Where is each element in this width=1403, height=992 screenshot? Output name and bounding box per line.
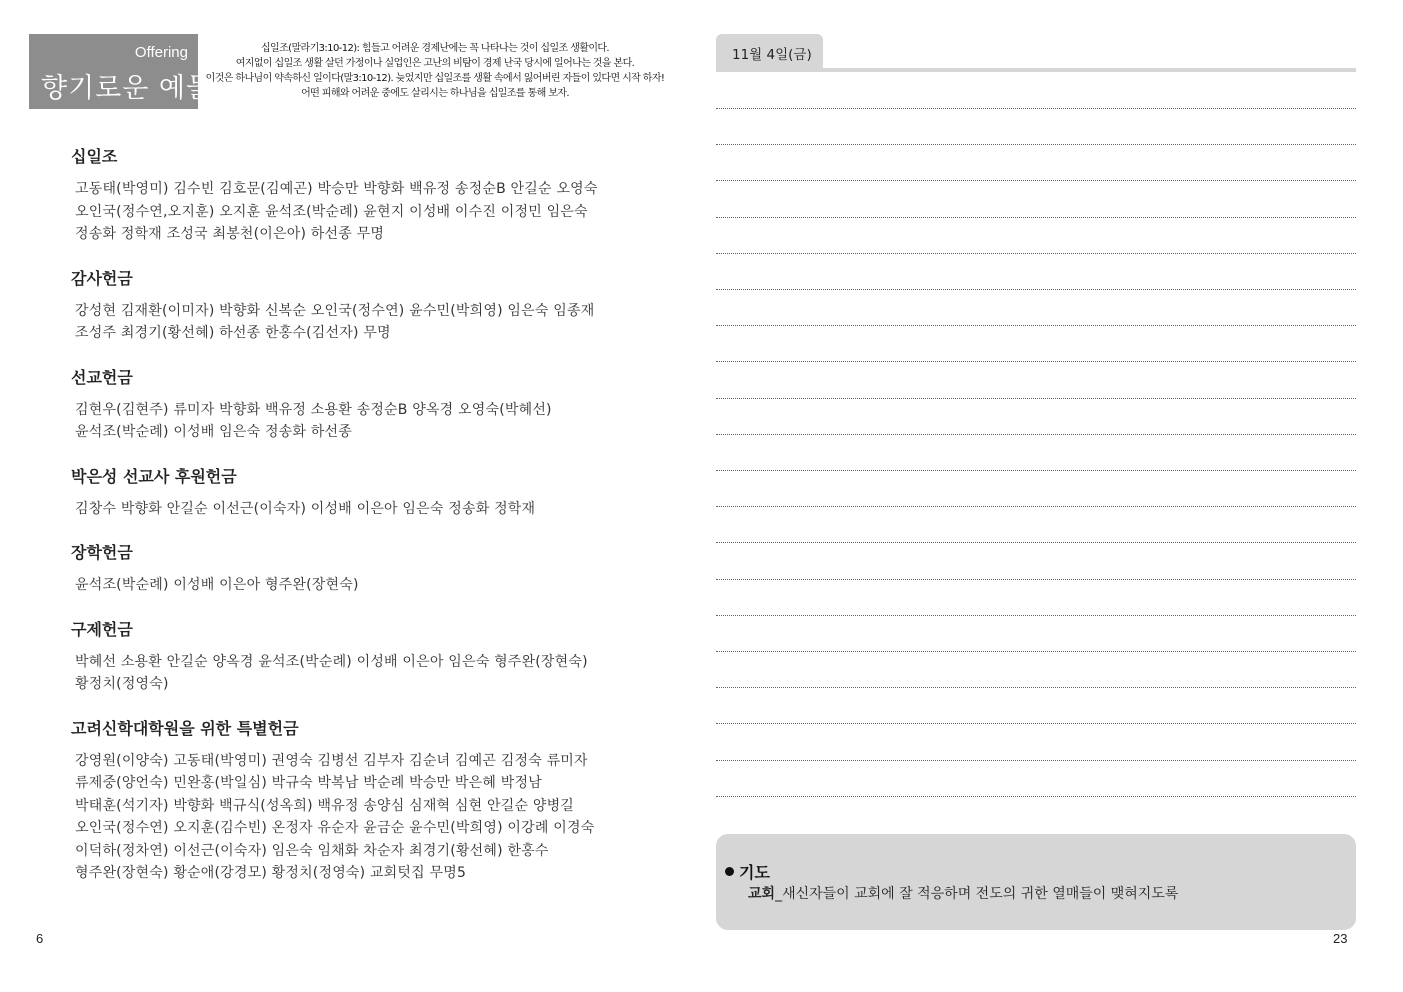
- section-heading: 십일조: [71, 147, 118, 166]
- names-line: 박태훈(석기자) 박향화 백규식(성옥희) 백유정 송양심 심재혁 심현 안길순 양병길: [75, 797, 575, 814]
- names-line: 김창수 박향화 안길순 이선근(이숙자) 이성배 이은아 임은숙 정송화 정학재: [75, 500, 536, 517]
- note-line: [716, 398, 1356, 399]
- note-line: [716, 180, 1356, 181]
- names-line: 박혜선 소용환 안길순 양옥경 윤석조(박순례) 이성배 이은아 임은숙 형주완(장현숙): [75, 653, 588, 670]
- prayer-label: 교회: [748, 886, 776, 902]
- title-english: Offering: [134, 44, 188, 61]
- section-mission-offering: [71, 367, 671, 444]
- intro-line: 이것은 하나님이 약속하신 일이다(말3:10-12). 늦었지만 십일조를 생활 속에서 잃어버린 자들이 있다면 시작 하자!: [205, 73, 665, 84]
- intro-line: 여지없이 십일조 생활 살던 가정이나 실업인은 고난의 비탐이 경제 난국 당시에 일어나는 것을 본다.: [235, 58, 635, 69]
- section-heading: 선교헌금: [71, 367, 133, 387]
- intro-line: 어떤 피해와 어려운 중에도 살리시는 하나님을 십일조를 통해 보자.: [301, 88, 569, 99]
- prayer-title-text: 기도: [739, 863, 770, 882]
- section-missionary-support: [71, 466, 671, 521]
- date-label: 11월 4일(금): [732, 47, 812, 63]
- note-line: [716, 108, 1356, 109]
- note-line: [716, 796, 1356, 797]
- names-line: 오인국(정수연,오지훈) 오지훈 윤석조(박순례) 윤현지 이성배 이수진 이정민 임은숙: [75, 203, 588, 220]
- names-line: 강영원(이양숙) 고동태(박영미) 권영숙 김병선 김부자 김순녀 김예곤 김정숙 류미자: [75, 752, 588, 769]
- note-line: [716, 289, 1356, 290]
- section-tithe: [71, 146, 671, 246]
- section-seminary-special: [71, 718, 671, 885]
- note-line: [716, 723, 1356, 724]
- note-line: [716, 470, 1356, 471]
- bullet-icon: [725, 867, 734, 876]
- names-list: [75, 498, 671, 521]
- note-line: [716, 760, 1356, 761]
- page-number-left: 6: [36, 931, 44, 946]
- section-heading: 박은성 선교사 후원헌금: [71, 466, 237, 486]
- names-line: 윤석조(박순례) 이성배 임은숙 정송화 하선종: [75, 424, 352, 440]
- names-list: [75, 399, 671, 444]
- note-line: [716, 253, 1356, 254]
- names-line: 정송화 정학재 조성국 최봉천(이은아) 하선종 무명: [75, 226, 385, 242]
- note-line: [716, 434, 1356, 435]
- note-line: [716, 506, 1356, 507]
- names-list: [75, 574, 671, 597]
- names-line: 강성현 김재환(이미자) 박향화 신복순 오인국(정수연) 윤수민(박희영) 임은숙 임종재: [75, 302, 595, 319]
- note-line: [716, 579, 1356, 580]
- section-heading: 장학헌금: [71, 543, 133, 562]
- note-line: [716, 361, 1356, 362]
- header-rule: [716, 68, 1356, 72]
- prayer-body: [748, 883, 1178, 903]
- intro-text: [200, 41, 670, 101]
- offering-sections: [71, 146, 671, 907]
- section-heading: 고려신학대학원을 위한 특별헌금: [71, 718, 299, 738]
- page-number-right: 23: [1333, 931, 1348, 946]
- names-line: 형주완(장현숙) 황순애(강경모) 황정치(정영숙) 교회텃집 무명5: [75, 865, 467, 881]
- prayer-text: _새신자들이 교회에 잘 적응하며 전도의 귀한 열매들이 맺혀지도록: [775, 886, 1179, 902]
- names-line: 윤석조(박순례) 이성배 이은아 형주완(장현숙): [75, 577, 359, 593]
- names-line: 오인국(정수연) 오지훈(김수빈) 온정자 유순자 윤금순 윤수민(박희영) 이강례 이경숙: [75, 820, 595, 836]
- section-heading: 구제헌금: [71, 619, 133, 639]
- note-line: [716, 144, 1356, 145]
- note-line: [716, 217, 1356, 218]
- section-thanks-offering: [71, 268, 671, 345]
- names-line: 김현우(김현주) 류미자 박향화 백유정 소용환 송정순B 양옥경 오영숙(박혜선): [75, 401, 552, 418]
- names-line: 고동태(박영미) 김수빈 김호문(김예곤) 박승만 박향화 백유정 송정순B 안길순 오영숙: [75, 181, 598, 197]
- title-box: [29, 34, 214, 109]
- section-relief-offering: [71, 619, 671, 696]
- note-line: [716, 542, 1356, 543]
- section-scholarship: [71, 542, 671, 597]
- names-line: 이덕하(정차연) 이선근(이숙자) 임은숙 임채화 차순자 최경기(황선혜) 한홍수: [75, 842, 549, 859]
- note-line: [716, 615, 1356, 616]
- names-list: [75, 651, 671, 696]
- names-list: [75, 178, 671, 246]
- note-line: [716, 325, 1356, 326]
- prayer-box: [716, 834, 1356, 930]
- names-line: 조성주 최경기(황선혜) 하선종 한홍수(김선자) 무명: [75, 325, 391, 341]
- names-line: 황정치(정영숙): [75, 676, 169, 692]
- names-list: [75, 300, 671, 345]
- intro-line: 십일조(말라기3:10-12): 힘들고 어려운 경제난에는 꼭 나타나는 것이 십일조 생활이다.: [260, 43, 610, 54]
- note-line: [716, 651, 1356, 652]
- note-line: [716, 687, 1356, 688]
- page-title: 향기로운 예물: [41, 73, 214, 104]
- prayer-title: [725, 860, 770, 883]
- names-line: 류제중(양언숙) 민완홍(박일심) 박규숙 박복남 박순례 박승만 박은혜 박정남: [75, 775, 542, 791]
- names-list: [75, 750, 671, 885]
- date-tab: [716, 34, 823, 69]
- section-heading: 감사헌금: [71, 268, 133, 288]
